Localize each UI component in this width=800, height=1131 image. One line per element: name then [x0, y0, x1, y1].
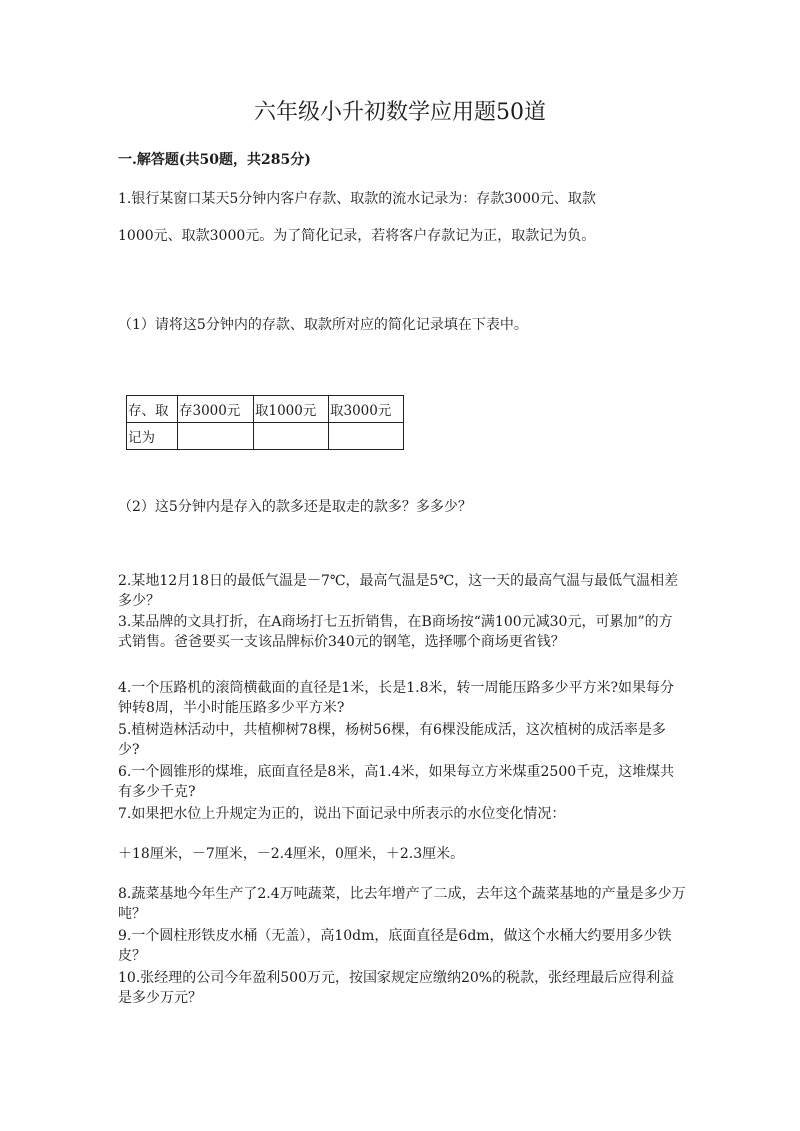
question-1-line-1: 1.银行某窗口某天5分钟内客户存款、取款的流水记录为：存款3000元、取款: [118, 191, 596, 207]
table-row: [127, 423, 404, 450]
table-cell: 取3000元: [329, 396, 404, 423]
question-6: 6.一个圆锥形的煤堆，底面直径是8米，高1.4米，如果每立方米煤重2500千克，这堆煤共有多少千克?: [118, 764, 675, 800]
table-cell-empty: [329, 423, 404, 450]
section-header: 一.解答题(共50题，共285分): [118, 152, 311, 168]
table-cell: 存、取: [127, 396, 178, 423]
question-1-subquestion-2: （2）这5分钟内是存入的款多还是取走的款多？多多少？: [118, 499, 472, 515]
table-cell-empty: [178, 423, 254, 450]
question-7: 7.如果把水位上升规定为正的，说出下面记录中所表示的水位变化情况：: [118, 806, 566, 822]
question-3: 3.某品牌的文具打折，在A商场打七五折销售，在B商场按“满100元减30元，可累加”的方式销售。爸爸要买一支该品牌标价340元的钢笔，选择哪个商场更省钱？: [118, 614, 673, 650]
table-cell: 记为: [127, 423, 178, 450]
record-table: [126, 395, 404, 450]
table-cell: 取1000元: [254, 396, 329, 423]
table-cell: 存3000元: [178, 396, 254, 423]
question-4: 4.一个压路机的滚筒横截面的直径是1米，长是1.8米，转一周能压路多少平方米?如果每分钟转8周，半小时能压路多少平方米?: [118, 680, 675, 716]
table-row: [127, 396, 404, 423]
page-title: 六年级小升初数学应用题50道: [254, 100, 546, 125]
question-7-values: ＋18厘米，－7厘米，－2.4厘米，0厘米，＋2.3厘米。: [118, 846, 465, 862]
question-1-line-2: 1000元、取款3000元。为了简化记录，若将客户存款记为正，取款记为负。: [118, 228, 596, 244]
question-2: 2.某地12月18日的最低气温是－7℃，最高气温是5℃，这一天的最高气温与最低气温相差多少？: [118, 573, 679, 609]
question-10: 10.张经理的公司今年盈利500万元，按国家规定应缴纳20%的税款，张经理最后应得利益是多少万元？: [118, 970, 675, 1006]
question-9: 9.一个圆柱形铁皮水桶（无盖），高10dm，底面直径是6dm，做这个水桶大约要用多少铁皮？: [118, 928, 672, 964]
table-cell-empty: [254, 423, 329, 450]
question-8: 8.蔬菜基地今年生产了2.4万吨蔬菜，比去年增产了二成，去年这个蔬菜基地的产量是多少万吨？: [118, 886, 686, 922]
question-1-subquestion-1: （1）请将这5分钟内的存款、取款所对应的简化记录填在下表中。: [118, 317, 528, 333]
question-5: 5.植树造林活动中，共植柳树78棵，杨树56棵，有6棵没能成活，这次植树的成活率是多少?: [118, 722, 666, 758]
